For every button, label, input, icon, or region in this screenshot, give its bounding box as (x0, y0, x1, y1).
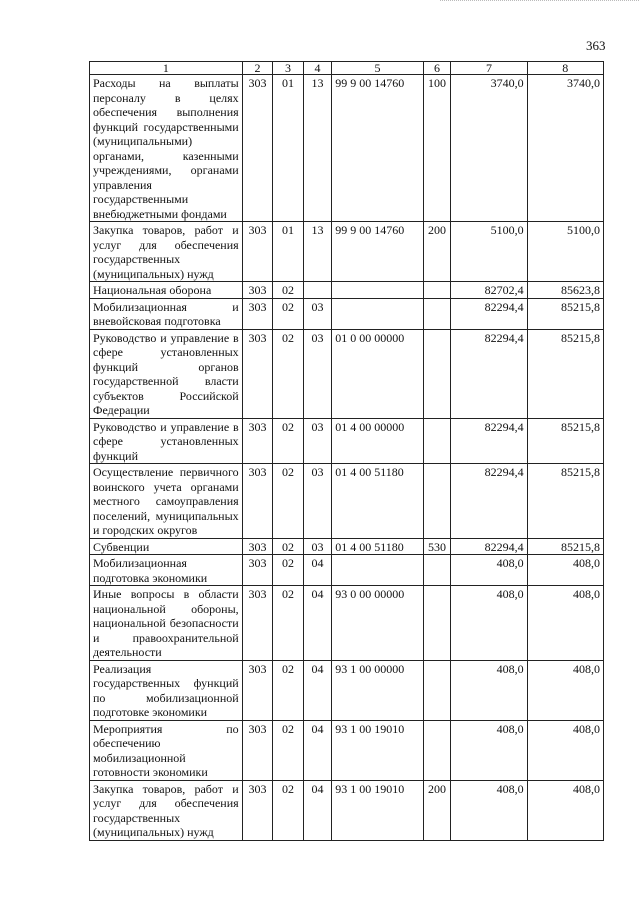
row-pr: 04 (303, 720, 331, 780)
row-csr: 01 4 00 51180 (332, 464, 424, 539)
row-rz: 02 (273, 538, 304, 555)
row-pr: 04 (303, 555, 331, 586)
row-sum1: 408,0 (451, 720, 527, 780)
row-gr: 303 (242, 720, 273, 780)
row-rz: 02 (273, 555, 304, 586)
row-csr (332, 282, 424, 299)
row-sum1: 3740,0 (451, 75, 527, 222)
row-name: Руководство и управление в сфере установленных функций органов государственной власти субъектов Российской Федерации (90, 329, 243, 418)
table-row (90, 538, 604, 555)
row-sum1: 82294,4 (451, 329, 527, 418)
row-sum2: 85215,8 (527, 329, 603, 418)
row-rz: 02 (273, 329, 304, 418)
row-pr: 03 (303, 418, 331, 464)
row-vr (423, 418, 450, 464)
header-row (90, 62, 604, 75)
row-vr (423, 464, 450, 539)
row-name: Национальная оборона (90, 282, 243, 299)
row-vr (423, 720, 450, 780)
row-rz: 02 (273, 780, 304, 840)
row-gr: 303 (242, 464, 273, 539)
header-cell: 5 (332, 62, 424, 75)
header-cell: 2 (242, 62, 273, 75)
header-cell: 8 (527, 62, 603, 75)
row-vr (423, 329, 450, 418)
table-row (90, 298, 604, 329)
row-vr: 200 (423, 222, 450, 282)
row-sum1: 82294,4 (451, 538, 527, 555)
table-row (90, 329, 604, 418)
row-sum2: 85215,8 (527, 464, 603, 539)
header-cell: 1 (90, 62, 243, 75)
table-row (90, 282, 604, 299)
row-rz: 02 (273, 418, 304, 464)
row-vr (423, 298, 450, 329)
row-rz: 01 (273, 75, 304, 222)
table-row (90, 660, 604, 720)
row-vr: 200 (423, 780, 450, 840)
row-name: Осуществление первичного воинского учета органами местного самоуправления поселений, муниципальных и городских округов (90, 464, 243, 539)
row-sum1: 5100,0 (451, 222, 527, 282)
row-csr (332, 555, 424, 586)
row-vr (423, 586, 450, 661)
row-sum2: 85215,8 (527, 418, 603, 464)
header-cell: 7 (451, 62, 527, 75)
table-row (90, 464, 604, 539)
row-pr: 03 (303, 464, 331, 539)
row-gr: 303 (242, 538, 273, 555)
row-name: Закупка товаров, работ и услуг для обеспечения государственных (муниципальных) нужд (90, 222, 243, 282)
row-sum2: 408,0 (527, 660, 603, 720)
row-sum2: 3740,0 (527, 75, 603, 222)
row-csr: 99 9 00 14760 (332, 75, 424, 222)
row-sum2: 408,0 (527, 586, 603, 661)
row-sum2: 408,0 (527, 720, 603, 780)
row-csr: 93 1 00 00000 (332, 660, 424, 720)
header-cell: 4 (303, 62, 331, 75)
row-csr: 93 0 00 00000 (332, 586, 424, 661)
row-name: Реализация государственных функций по мобилизационной подготовке экономики (90, 660, 243, 720)
row-rz: 01 (273, 222, 304, 282)
row-name: Субвенции (90, 538, 243, 555)
row-csr: 01 4 00 51180 (332, 538, 424, 555)
row-vr (423, 660, 450, 720)
row-csr (332, 298, 424, 329)
table-row (90, 586, 604, 661)
table-row (90, 555, 604, 586)
row-csr: 99 9 00 14760 (332, 222, 424, 282)
row-rz: 02 (273, 464, 304, 539)
row-rz: 02 (273, 660, 304, 720)
top-rule (440, 0, 639, 1)
row-pr: 03 (303, 329, 331, 418)
row-sum2: 85623,8 (527, 282, 603, 299)
row-sum1: 408,0 (451, 780, 527, 840)
row-pr: 03 (303, 538, 331, 555)
table-row (90, 780, 604, 840)
row-gr: 303 (242, 329, 273, 418)
row-rz: 02 (273, 720, 304, 780)
row-gr: 303 (242, 282, 273, 299)
row-name: Мероприятия по обеспечению мобилизационной готовности экономики (90, 720, 243, 780)
row-name: Руководство и управление в сфере установленных функций (90, 418, 243, 464)
table-row (90, 75, 604, 222)
row-sum2: 5100,0 (527, 222, 603, 282)
row-gr: 303 (242, 660, 273, 720)
row-gr: 303 (242, 780, 273, 840)
table-row (90, 720, 604, 780)
row-gr: 303 (242, 555, 273, 586)
row-sum1: 82702,4 (451, 282, 527, 299)
page-number: 363 (586, 38, 606, 53)
table-row (90, 418, 604, 464)
table-row (90, 222, 604, 282)
budget-table (89, 61, 604, 841)
row-sum1: 82294,4 (451, 298, 527, 329)
row-csr: 93 1 00 19010 (332, 780, 424, 840)
row-gr: 303 (242, 75, 273, 222)
row-rz: 02 (273, 586, 304, 661)
row-sum1: 82294,4 (451, 418, 527, 464)
header-cell: 3 (273, 62, 304, 75)
row-pr: 04 (303, 660, 331, 720)
row-sum1: 82294,4 (451, 464, 527, 539)
row-name: Иные вопросы в области национальной обороны, национальной безопасности и правоохранительной деятельности (90, 586, 243, 661)
row-csr: 01 0 00 00000 (332, 329, 424, 418)
row-sum1: 408,0 (451, 555, 527, 586)
row-pr: 04 (303, 586, 331, 661)
row-rz: 02 (273, 298, 304, 329)
row-name: Закупка товаров, работ и услуг для обеспечения государственных (муниципальных) нужд (90, 780, 243, 840)
row-name: Расходы на выплаты персоналу в целях обеспечения выполнения функций государственными (муниципальными) органами, казенными учреждениями, органами управления государственными внебюджетными фондами (90, 75, 243, 222)
row-sum2: 408,0 (527, 780, 603, 840)
row-sum1: 408,0 (451, 586, 527, 661)
row-vr: 530 (423, 538, 450, 555)
row-gr: 303 (242, 418, 273, 464)
row-csr: 01 4 00 00000 (332, 418, 424, 464)
row-vr (423, 555, 450, 586)
row-sum2: 85215,8 (527, 538, 603, 555)
row-gr: 303 (242, 222, 273, 282)
row-name: Мобилизационная и вневойсковая подготовка (90, 298, 243, 329)
row-name: Мобилизационная подготовка экономики (90, 555, 243, 586)
row-vr (423, 282, 450, 299)
row-sum2: 85215,8 (527, 298, 603, 329)
row-csr: 93 1 00 19010 (332, 720, 424, 780)
row-vr: 100 (423, 75, 450, 222)
row-pr (303, 282, 331, 299)
row-gr: 303 (242, 298, 273, 329)
row-sum1: 408,0 (451, 660, 527, 720)
row-gr: 303 (242, 586, 273, 661)
row-rz: 02 (273, 282, 304, 299)
row-sum2: 408,0 (527, 555, 603, 586)
row-pr: 13 (303, 75, 331, 222)
row-pr: 03 (303, 298, 331, 329)
header-cell: 6 (423, 62, 450, 75)
row-pr: 13 (303, 222, 331, 282)
row-pr: 04 (303, 780, 331, 840)
